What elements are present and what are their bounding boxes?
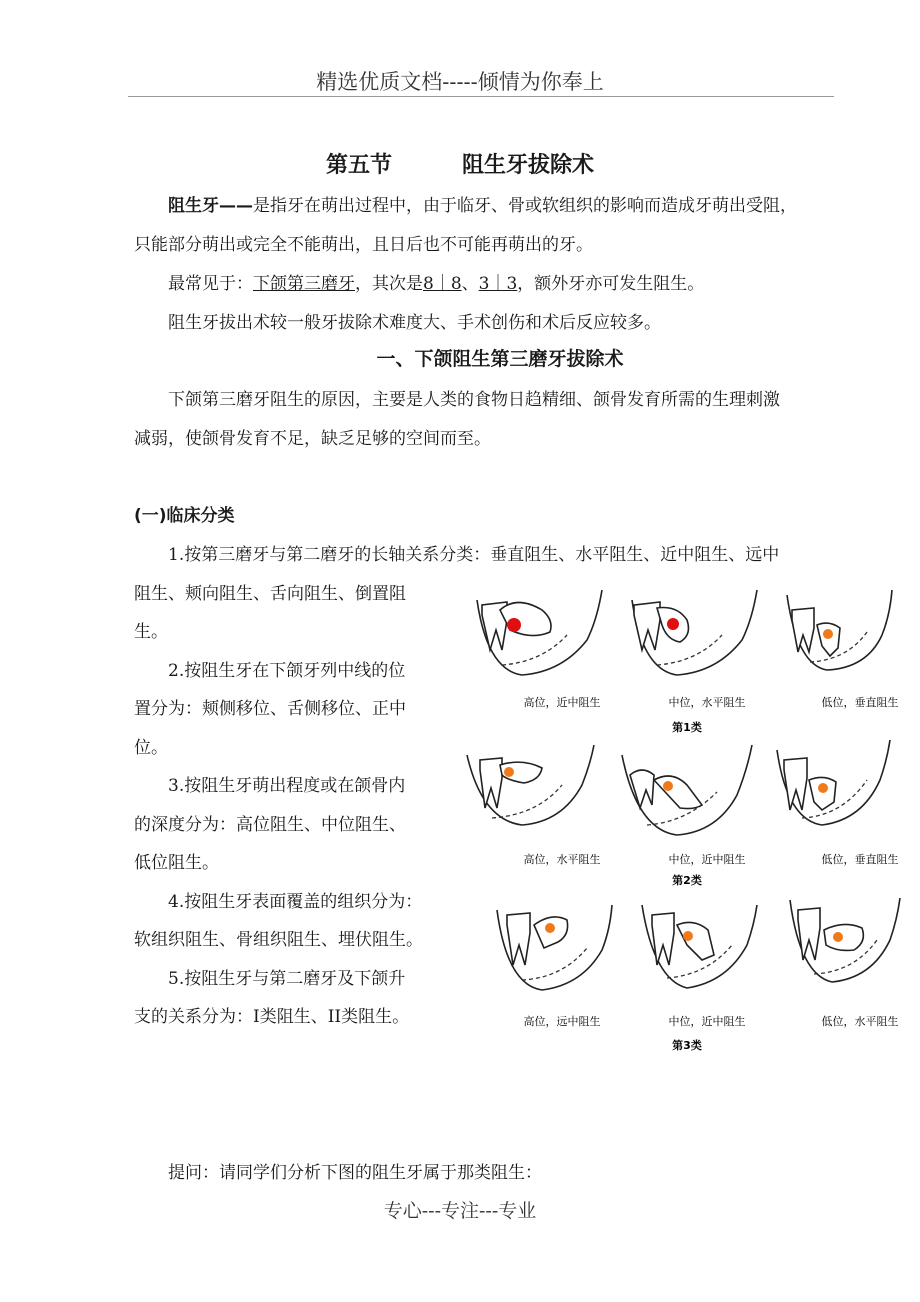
class-label-1: 第1类 [672,721,702,734]
diagram-r3-c1 [497,905,612,990]
impaction-marker [833,932,843,942]
impaction-marker [683,931,693,941]
item2-line2: 置分为：颊侧移位、舌侧移位、正中 [134,699,406,719]
diagram-r2-c3 [777,740,890,825]
item4-line1: 4.按阻生牙表面覆盖的组织分为： [168,892,423,912]
common-sep: 、 [461,274,479,294]
impaction-diagram-svg [462,580,912,1060]
item5-line2: 支的关系分为：I类阻生、II类阻生。 [134,1007,410,1027]
impaction-marker [818,783,828,793]
tooth-code-2: 3｜3 [478,274,518,294]
item4-line2: 软组织阻生、骨组织阻生、埋伏阻生。 [134,930,423,950]
item5-line1: 5.按阻生牙与第二磨牙及下颌升 [168,969,406,989]
diagram-r1-c2 [632,590,757,675]
section-title [0,148,920,179]
tooth-code-1: 8｜8 [423,274,462,294]
diagram-r2-c2 [622,745,752,835]
item1-line1: 1.按第三磨牙与第二磨牙的长轴关系分类：垂直阻生、水平阻生、近中阻生、远中 [168,545,780,565]
diagram-r3-c3 [790,898,900,982]
header-divider [128,96,834,97]
item2-line1: 2.按阻生牙在下颌牙列中线的位 [168,661,406,681]
common-underlined: 下颌第三磨牙 [253,274,355,294]
definition-line1 [168,188,797,224]
caption-r2-c2: 中位，近中阻生 [668,853,746,866]
caption-r1-c1: 高位，近中阻生 [523,696,601,709]
diagram-r1-c1 [477,590,602,675]
definition-text: 是指牙在萌出过程中，由于临牙、骨或软组织的影响而造成牙萌出受阻， [253,196,797,216]
caption-r2-c3: 低位，垂直阻生 [821,853,899,866]
subsection-title: 一、下颌阻生第三磨牙拔除术 [376,348,624,370]
impaction-figure [462,580,912,1060]
item3-line1: 3.按阻生牙萌出程度或在颌骨内 [168,776,406,796]
impaction-marker [667,618,679,630]
impaction-marker [663,781,673,791]
caption-r1-c2: 中位，水平阻生 [668,696,746,709]
page-footer: 专心---专注---专业 [383,1200,537,1222]
common-sites [168,266,704,302]
caption-r3-c3: 低位，水平阻生 [821,1015,899,1028]
page-header: 精选优质文档-----倾情为你奉上 [316,70,604,94]
definition-term: 阻生牙—— [168,196,253,216]
cause-line2: 减弱，使颌骨发育不足，缺乏足够的空间而至。 [134,429,491,449]
difficulty-text: 阻生牙拔出术较一般牙拔除术难度大、手术创伤和术后反应较多。 [168,313,661,333]
caption-r2-c1: 高位，水平阻生 [523,853,601,866]
classification-heading: (一)临床分类 [134,506,235,526]
question-text: 提问：请同学们分析下图的阻生牙属于那类阻生： [168,1163,542,1183]
title-part2: 阻生牙拔除术 [462,153,595,178]
item1-line2: 阻生、颊向阻生、舌向阻生、倒置阻 [134,584,406,604]
definition-line2: 只能部分萌出或完全不能萌出，且日后也不可能再萌出的牙。 [134,235,593,255]
impaction-marker [504,767,514,777]
common-prefix: 最常见于： [168,274,253,294]
caption-r1-c3: 低位，垂直阻生 [821,696,899,709]
caption-r3-c2: 中位，近中阻生 [668,1015,746,1028]
item3-line2: 的深度分为：高位阻生、中位阻生、 [134,815,406,835]
impaction-marker [507,618,521,632]
common-suffix: ，额外牙亦可发生阻生。 [517,274,705,294]
common-mid: ，其次是 [355,274,423,294]
impaction-marker [823,629,833,639]
caption-r3-c1: 高位，远中阻生 [523,1015,601,1028]
title-part1: 第五节 [325,153,392,178]
item1-line3: 生。 [134,622,168,642]
diagram-r2-c1 [467,745,594,825]
diagram-r1-c3 [787,590,892,670]
item3-line3: 低位阻生。 [134,853,219,873]
cause-line1: 下颌第三磨牙阻生的原因，主要是人类的食物日趋精细、颌骨发育所需的生理刺激 [168,390,780,410]
item2-line3: 位。 [134,738,168,758]
class-label-2: 第2类 [672,874,702,887]
diagram-r3-c2 [642,905,757,988]
impaction-marker [545,923,555,933]
class-label-3: 第3类 [672,1039,702,1052]
